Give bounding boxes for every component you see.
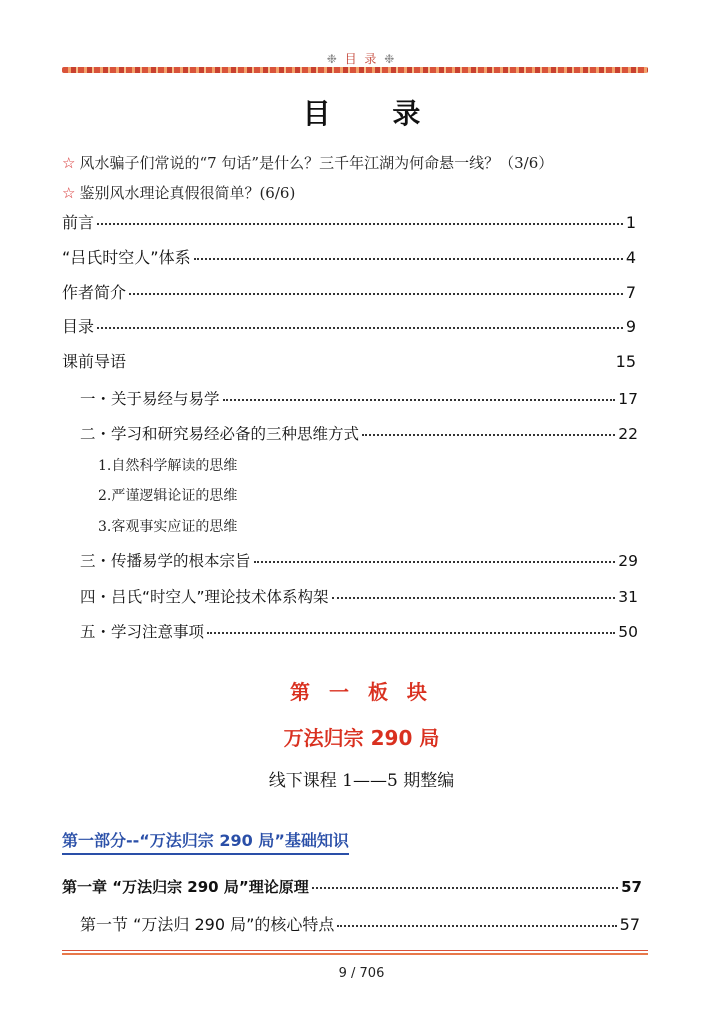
block-heading: 第 一 板 块 bbox=[290, 680, 433, 704]
sub-entry[interactable]: 3.客观事实应证的思维 bbox=[98, 519, 238, 535]
note-item[interactable]: ☆ 鉴别风水理论真假很简单？(6/6) bbox=[62, 184, 296, 202]
leader-dots bbox=[362, 434, 615, 436]
header-label: 目 录 bbox=[344, 52, 379, 66]
header-rule bbox=[62, 67, 648, 73]
page-title: 目 录 bbox=[302, 97, 447, 130]
footer-rule bbox=[62, 950, 648, 955]
leader-dots bbox=[97, 327, 623, 329]
ornament-icon: ❉ bbox=[384, 52, 397, 66]
toc-entry[interactable]: “吕氏时空人”体系 4 bbox=[62, 248, 636, 267]
chapter-entry[interactable]: 第一章 “万法归宗 290 局”理论原理 57 bbox=[62, 878, 642, 896]
toc-entry[interactable]: 作者简介 7 bbox=[62, 283, 636, 302]
leader-dots bbox=[337, 925, 616, 927]
course-subtitle: 线下课程 1——5 期整编 bbox=[268, 771, 455, 791]
toc-entry[interactable]: 课前导语 15 bbox=[62, 352, 636, 371]
star-icon: ☆ bbox=[62, 154, 76, 172]
toc-entry[interactable]: 二・学习和研究易经必备的三种思维方式 22 bbox=[80, 425, 638, 443]
page-number: 9 / 706 bbox=[338, 966, 385, 981]
toc-entry[interactable]: 四・吕氏“时空人”理论技术体系构架 31 bbox=[80, 588, 638, 606]
section-entry[interactable]: 第一节 “万法归 290 局”的核心特点 57 bbox=[80, 915, 640, 934]
ornament-icon: ❉ bbox=[326, 52, 339, 66]
leader-dots bbox=[254, 561, 616, 563]
block-name: 万法归宗 290 局 bbox=[283, 726, 440, 750]
leader-dots bbox=[207, 632, 615, 634]
leader-dots bbox=[223, 399, 616, 401]
leader-dots bbox=[332, 597, 616, 599]
star-icon: ☆ bbox=[62, 184, 76, 202]
note-item[interactable]: ☆ 风水骗子们常说的“7 句话”是什么？三千年江湖为何命悬一线？（3/6） bbox=[62, 154, 554, 172]
part-title[interactable]: 第一部分--“万法归宗 290 局”基础知识 bbox=[62, 828, 349, 855]
leader-dots bbox=[312, 887, 618, 889]
leader-dots bbox=[194, 258, 623, 260]
toc-entry[interactable]: 目录 9 bbox=[62, 317, 636, 336]
toc-entry[interactable]: 五・学习注意事项 50 bbox=[80, 623, 638, 641]
toc-entry[interactable]: 三・传播易学的根本宗旨 29 bbox=[80, 552, 638, 570]
leader-dots bbox=[97, 223, 623, 225]
toc-entry[interactable]: 一・关于易经与易学 17 bbox=[80, 390, 638, 408]
leader-dots bbox=[129, 293, 623, 295]
sub-entry[interactable]: 1.自然科学解读的思维 bbox=[98, 458, 238, 474]
sub-entry[interactable]: 2.严谨逻辑论证的思维 bbox=[98, 488, 238, 504]
header-tag bbox=[0, 50, 723, 67]
toc-entry[interactable]: 前言 1 bbox=[62, 213, 636, 232]
